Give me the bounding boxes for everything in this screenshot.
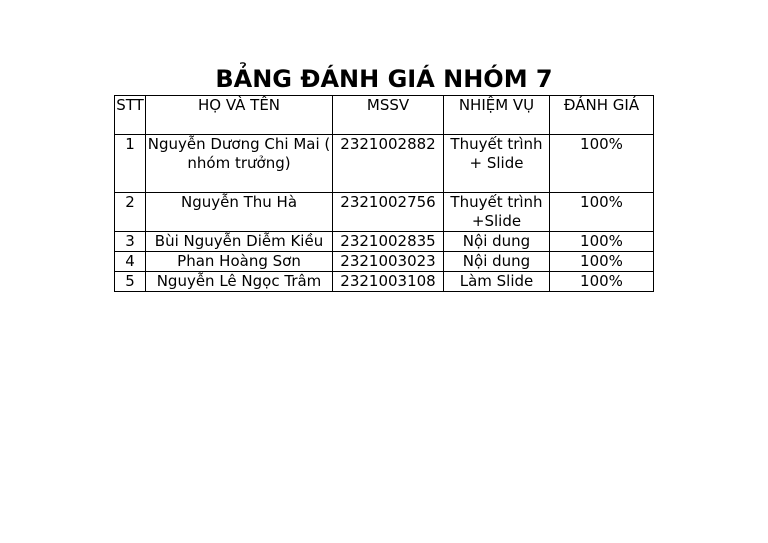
page-title: BẢNG ĐÁNH GIÁ NHÓM 7 [215, 65, 553, 93]
header-score: ĐÁNH GIÁ [550, 96, 654, 135]
cell-mssv: 2321003023 [333, 252, 444, 272]
cell-task: Thuyết trình + Slide [444, 135, 550, 193]
cell-score: 100% [550, 272, 654, 292]
cell-stt: 1 [115, 135, 146, 193]
cell-task: Nội dung [444, 232, 550, 252]
cell-name: Bùi Nguyễn Diễm Kiều [146, 232, 333, 252]
header-stt: STT [115, 96, 146, 135]
header-task: NHIỆM VỤ [444, 96, 550, 135]
table-row [115, 272, 654, 292]
cell-name: Nguyễn Lê Ngọc Trâm [146, 272, 333, 292]
cell-stt: 5 [115, 272, 146, 292]
cell-mssv: 2321003108 [333, 272, 444, 292]
cell-mssv: 2321002835 [333, 232, 444, 252]
cell-task: Làm Slide [444, 272, 550, 292]
header-name: HỌ VÀ TÊN [146, 96, 333, 135]
cell-score: 100% [550, 232, 654, 252]
cell-score: 100% [550, 135, 654, 193]
cell-name: Nguyễn Dương Chi Mai ( nhóm trưởng) [146, 135, 333, 193]
table-header-row [115, 96, 654, 135]
cell-mssv: 2321002882 [333, 135, 444, 193]
cell-task: Nội dung [444, 252, 550, 272]
cell-name: Nguyễn Thu Hà [146, 193, 333, 232]
table-row [115, 252, 654, 272]
table-row [115, 232, 654, 252]
cell-task: Thuyết trình +Slide [444, 193, 550, 232]
cell-name: Phan Hoàng Sơn [146, 252, 333, 272]
table-row [115, 135, 654, 193]
cell-stt: 2 [115, 193, 146, 232]
table-row [115, 193, 654, 232]
cell-score: 100% [550, 193, 654, 232]
cell-stt: 3 [115, 232, 146, 252]
header-mssv: MSSV [333, 96, 444, 135]
cell-mssv: 2321002756 [333, 193, 444, 232]
evaluation-table [114, 95, 654, 292]
cell-score: 100% [550, 252, 654, 272]
cell-stt: 4 [115, 252, 146, 272]
